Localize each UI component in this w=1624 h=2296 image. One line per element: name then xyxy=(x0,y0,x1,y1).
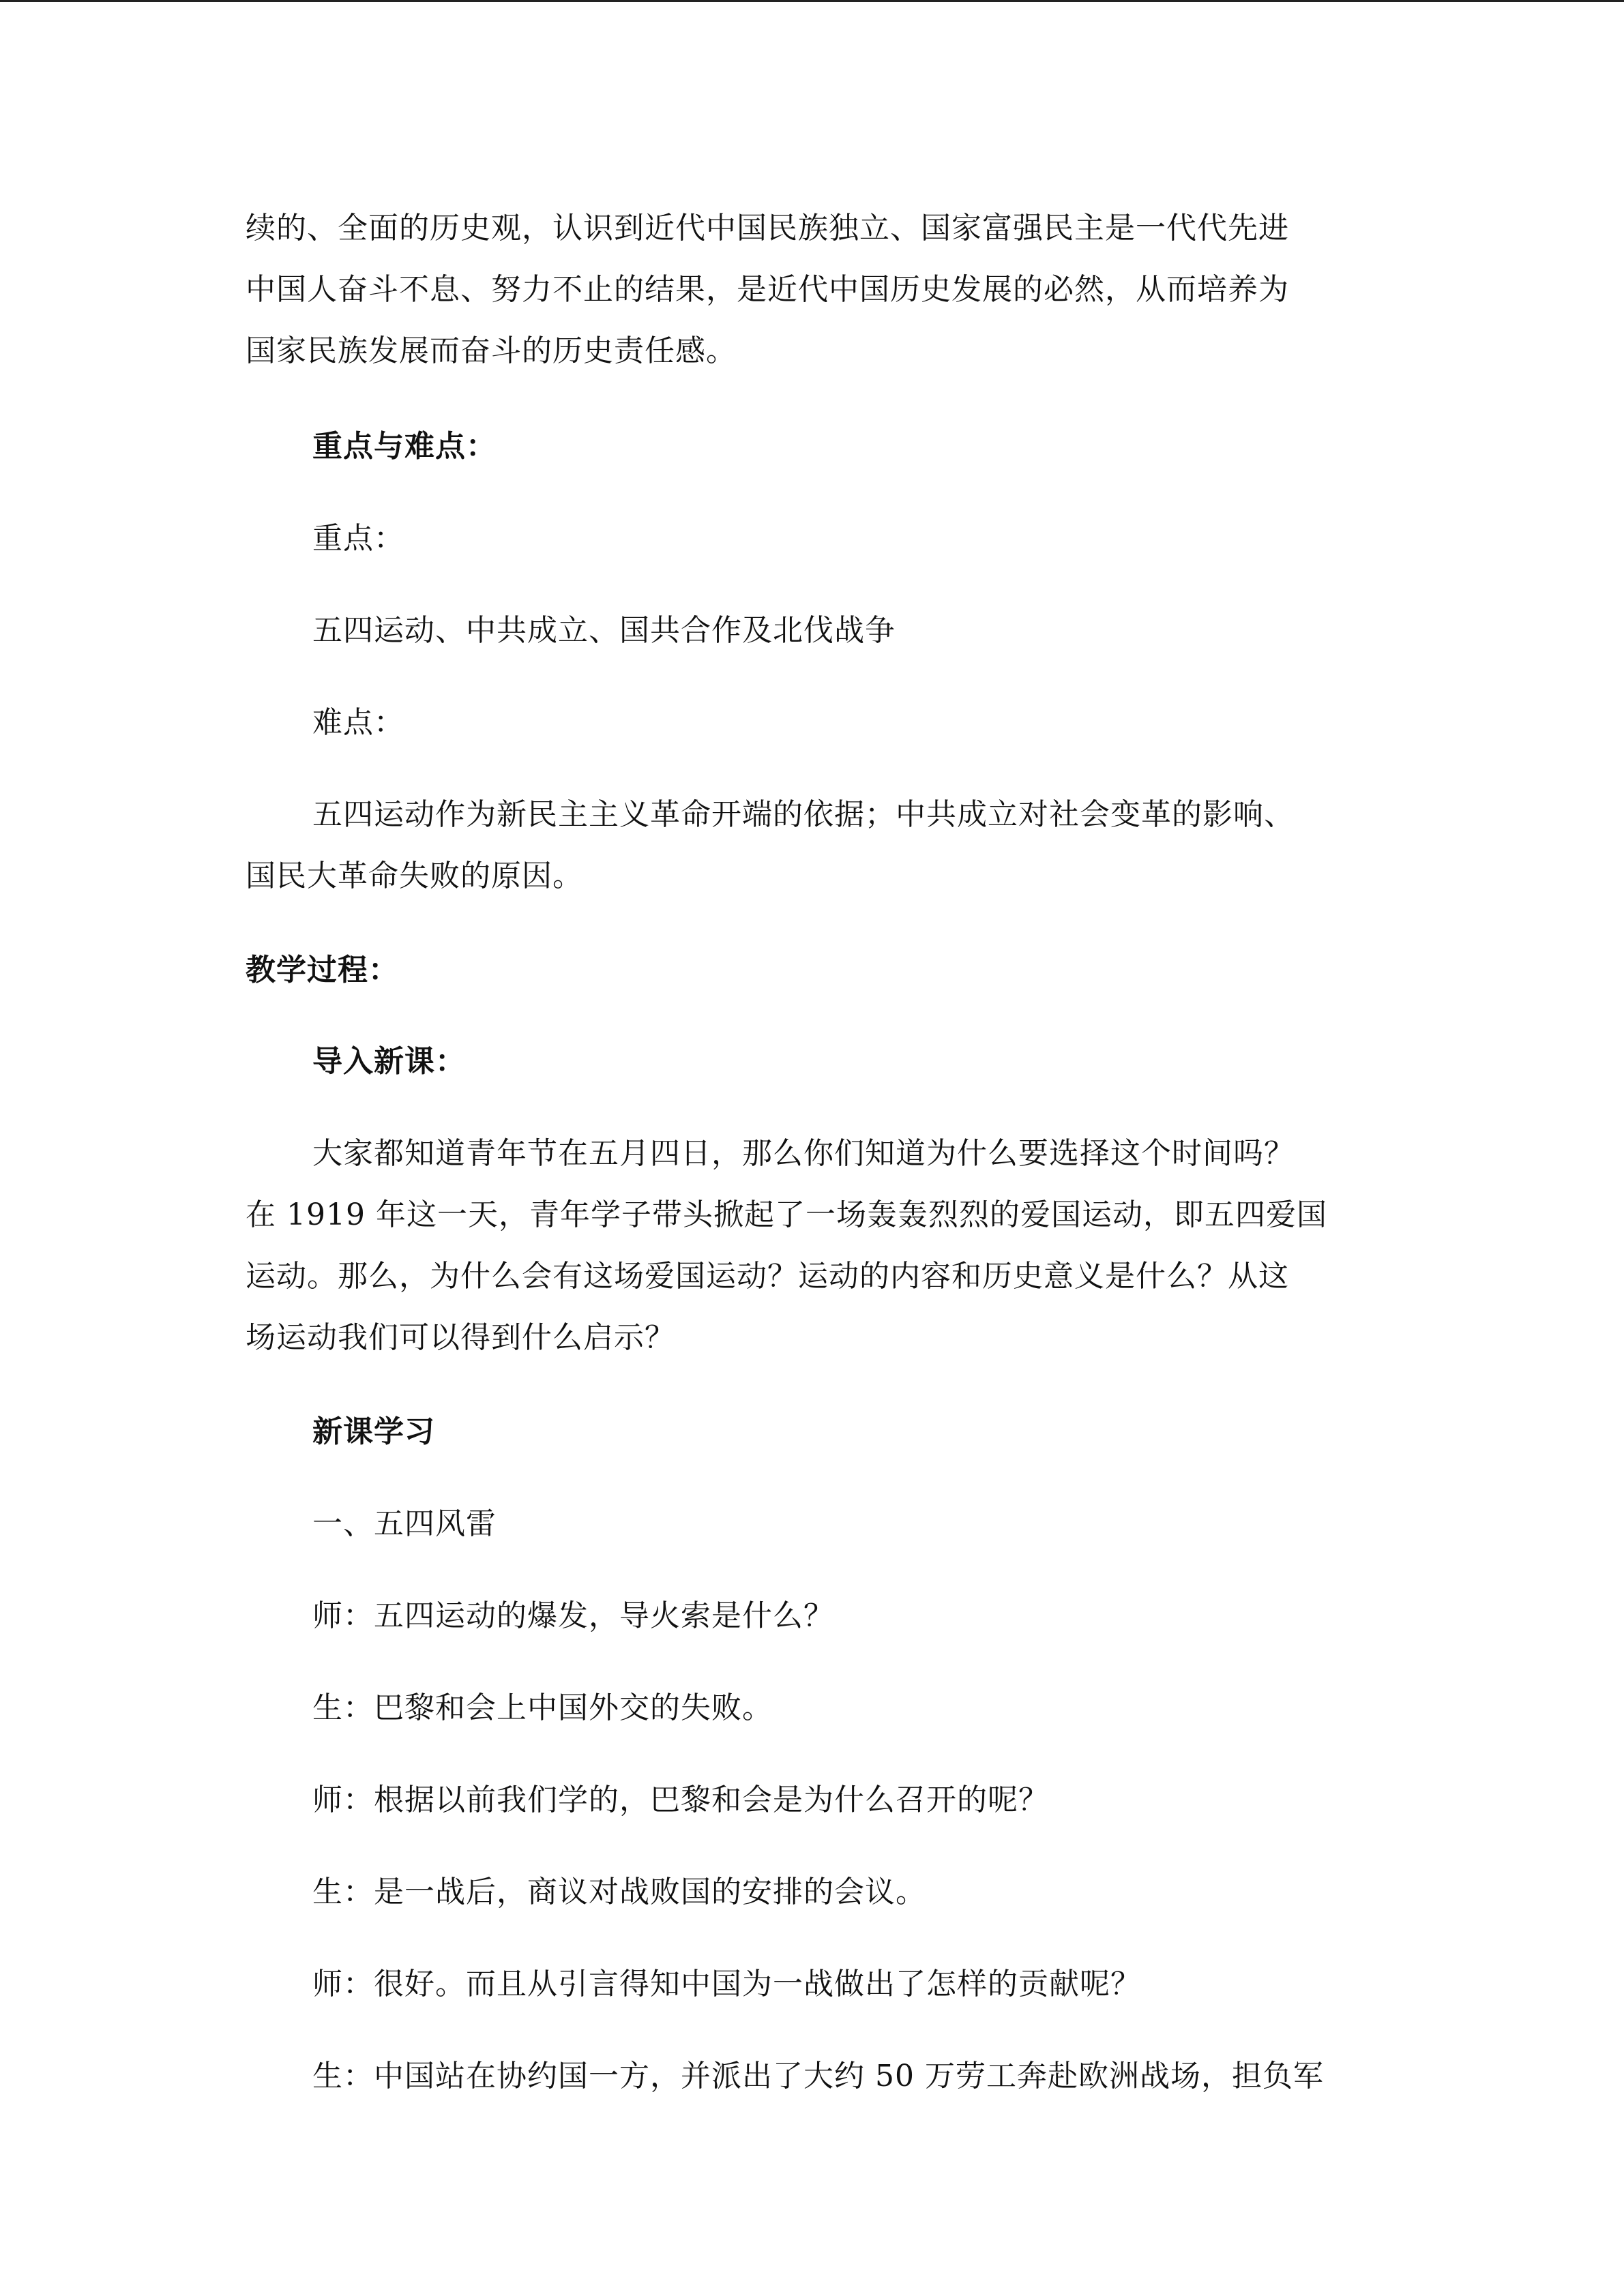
dialogue-line-5: 师：很好。而且从引言得知中国为一战做出了怎样的贡献呢？ xyxy=(312,1967,1141,2001)
key-difficult-heading: 重点与难点： xyxy=(312,429,497,464)
dialogue-line-1: 师：五四运动的爆发，导火索是什么？ xyxy=(312,1598,834,1633)
page-top-border xyxy=(0,0,1624,2)
teaching-process-heading: 教学过程： xyxy=(246,953,399,987)
dialogue-line-4: 生：是一战后，商议对战败国的安排的会议。 xyxy=(312,1875,926,1909)
intro-lesson-line-3: 运动。那么，为什么会有这场爱国运动？运动的内容和历史意义是什么？从这 xyxy=(246,1259,1289,1294)
intro-lesson-line-1: 大家都知道青年节在五月四日，那么你们知道为什么要选择这个时间吗？ xyxy=(312,1136,1295,1171)
key-points-label: 重点： xyxy=(312,521,404,556)
intro-line-3: 国家民族发展而奋斗的历史责任感。 xyxy=(246,333,737,368)
dialogue-line-2: 生：巴黎和会上中国外交的失败。 xyxy=(312,1690,773,1725)
section-one-title: 一、五四风雷 xyxy=(312,1506,497,1541)
difficult-points-label: 难点： xyxy=(312,705,404,740)
dialogue-line-6: 生：中国站在协约国一方，并派出了大约 50 万劳工奔赴欧洲战场，担负军 xyxy=(312,2059,1324,2093)
intro-line-1: 续的、全面的历史观，认识到近代中国民族独立、国家富强民主是一代代先进 xyxy=(246,211,1289,245)
difficult-line-1: 五四运动作为新民主主义革命开端的依据；中共成立对社会变革的影响、 xyxy=(312,797,1295,832)
intro-lesson-heading: 导入新课： xyxy=(312,1044,466,1079)
dialogue-line-3: 师：根据以前我们学的，巴黎和会是为什么召开的呢？ xyxy=(312,1783,1049,1817)
intro-lesson-line-4: 场运动我们可以得到什么启示？ xyxy=(246,1320,675,1355)
intro-lesson-line-2: 在 1919 年这一天，青年学子带头掀起了一场轰轰烈烈的爱国运动，即五四爱国 xyxy=(246,1197,1327,1232)
difficult-line-2: 国民大革命失败的原因。 xyxy=(246,859,583,893)
intro-line-2: 中国人奋斗不息、努力不止的结果，是近代中国历史发展的必然，从而培养为 xyxy=(246,272,1289,307)
key-points-content: 五四运动、中共成立、国共合作及北伐战争 xyxy=(312,613,896,648)
new-lesson-heading: 新课学习 xyxy=(312,1414,435,1449)
